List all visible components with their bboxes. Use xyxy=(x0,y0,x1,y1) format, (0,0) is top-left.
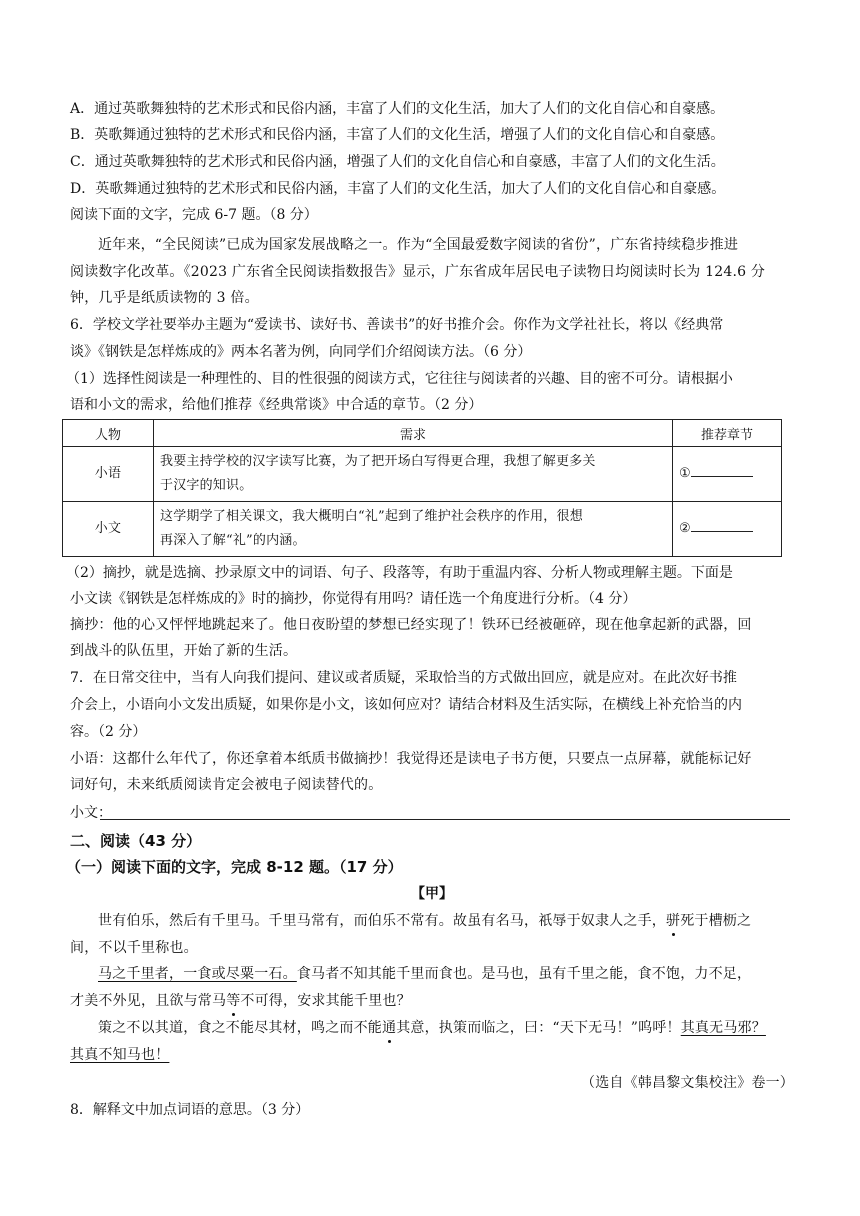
dotted-word: 通 xyxy=(382,1020,397,1036)
answer-blank[interactable] xyxy=(691,517,753,532)
dotted-word: 骈 xyxy=(666,913,681,929)
passage-label: 【甲】 xyxy=(411,886,453,902)
question-7: 介会上，小语向小文发出质疑，如果你是小文，该如何应对？请结合材料及生活实际，在横线上补充恰当的内 xyxy=(70,697,742,713)
question-6-1: 语和小文的需求，给他们推荐《经典常谈》中合适的章节。（2 分） xyxy=(70,397,483,413)
option-d: D．英歌舞通过独特的艺术形式和民俗内涵，丰富了人们的文化生活，加大了人们的文化自信心和自豪感。 xyxy=(70,181,726,197)
excerpt-line: 到战斗的队伍里，开始了新的生活。 xyxy=(70,643,298,659)
passage-line: 间，不以千里称也。 xyxy=(70,940,198,956)
section-heading: 二、阅读（43 分） xyxy=(70,832,202,850)
answer-marker: ② xyxy=(679,521,691,536)
underlined-sentence: 马之千里者，一食或尽粟一石。 xyxy=(98,966,297,982)
person-cell: 小文 xyxy=(63,502,154,557)
need-text: 于汉字的知识。 xyxy=(160,478,253,493)
xiaoyu-line: 词好句，未来纸质阅读肯定会被电子阅读替代的。 xyxy=(70,777,383,793)
underlined-sentence: 其真无马邪？ xyxy=(680,1020,766,1036)
answer-cell xyxy=(673,447,782,502)
question-6: 6．学校文学社要举办主题为“爱读书、读好书、善读书”的好书推介会。你作为文学社社长，将以《经典常 xyxy=(70,317,724,333)
passage-line xyxy=(70,991,794,1011)
reading-instruction: 阅读下面的文字，完成 6-7 题。（8 分） xyxy=(70,207,318,223)
table-header: 推荐章节 xyxy=(673,420,782,447)
table-row xyxy=(63,502,782,557)
material-line: 阅读数字化改革。《2023 广东省全民阅读指数报告》显示，广东省成年居民电子读物日均阅读时长为 124.6 分 xyxy=(70,264,766,280)
passage-text: 食马者不知其能千里而食也。是马也，虽有千里之能，食不饱，力不足， xyxy=(296,966,752,982)
table-row xyxy=(63,447,782,502)
passage-line xyxy=(70,964,794,984)
option-a: A．通过英歌舞独特的艺术形式和民俗内涵，丰富了人们的文化生活，加大了人们的文化自信心和自豪感。 xyxy=(70,101,725,117)
recommendation-table xyxy=(62,419,782,557)
passage-line xyxy=(70,1045,794,1065)
passage-text: 策之不以其道，食之不能尽其材，鸣之而不能 xyxy=(98,1020,382,1036)
question-6-1: （1）选择性阅读是一种理性的、目的性很强的阅读方式，它往往与阅读者的兴趣、目的密不可分。请根据小 xyxy=(66,371,733,387)
answer-cell xyxy=(673,502,782,557)
subsection-heading: （一）阅读下面的文字，完成 8-12 题。（17 分） xyxy=(66,858,403,876)
passage-source: （选自《韩昌黎文集校注》卷一） xyxy=(581,1075,794,1091)
passage-text: 才美不外见，且欲与常马 xyxy=(70,993,227,1009)
passage-text: 世有伯乐，然后有千里马。千里马常有，而伯乐不常有。故虽有名马，祇辱于奴隶人之手， xyxy=(98,913,666,929)
question-7: 容。（2 分） xyxy=(70,724,147,740)
passage-text: 其意，执策而临之，曰：“天下无马！”呜呼！ xyxy=(396,1020,681,1036)
question-6: 谈》《钢铁是怎样炼成的》两本名著为例，向同学们介绍阅读方法。（6 分） xyxy=(70,344,532,360)
xiaoyu-line: 小语：这都什么年代了，你还拿着本纸质书做摘抄！我觉得还是读电子书方便，只要点一点屏幕，就能标记好 xyxy=(70,751,752,767)
xiaowen-answer-line[interactable] xyxy=(100,819,790,820)
question-6-2: （2）摘抄，就是选摘、抄录原文中的词语、句子、段落等，有助于重温内容、分析人物或理解主题。下面是 xyxy=(66,565,733,581)
dotted-word: 等 xyxy=(226,993,241,1009)
question-7: 7．在日常交往中，当有人向我们提问、建议或者质疑，采取恰当的方式做出回应，就是应对。在此次好书推 xyxy=(70,670,737,686)
passage-text: 不可得，安求其能千里也？ xyxy=(240,993,411,1009)
material-line: 近年来，“全民阅读”已成为国家发展战略之一。作为“全国最爱数字阅读的省份”，广东省持续稳步推进 xyxy=(98,237,739,253)
answer-blank[interactable] xyxy=(691,462,753,477)
xiaowen-label: 小文： xyxy=(70,805,112,821)
need-text: 这学期学了相关课文，我大概明白“礼”起到了维护社会秩序的作用，很想 xyxy=(160,509,583,524)
option-c: C．通过英歌舞独特的艺术形式和民俗内涵，增强了人们的文化自信心和自豪感，丰富了人们的文化生活。 xyxy=(70,154,725,170)
table-header: 需求 xyxy=(154,420,673,447)
question-8: 8．解释文中加点词语的意思。（3 分） xyxy=(70,1102,310,1118)
excerpt-line: 摘抄：他的心又怦怦地跳起来了。他日夜盼望的梦想已经实现了！铁环已经被砸碎，现在他拿起新的武器，回 xyxy=(70,617,752,633)
table-header: 人物 xyxy=(63,420,154,447)
option-b: B．英歌舞通过独特的艺术形式和民俗内涵，丰富了人们的文化生活，增强了人们的文化自信心和自豪感。 xyxy=(70,127,725,143)
need-text: 再深入了解“礼”的内涵。 xyxy=(160,533,306,548)
need-cell xyxy=(154,447,673,502)
table-header-row xyxy=(63,420,782,447)
need-cell xyxy=(154,502,673,557)
answer-marker: ① xyxy=(679,466,691,481)
material-line: 钟，几乎是纸质读物的 3 倍。 xyxy=(70,290,259,306)
question-6-2: 小文读《钢铁是怎样炼成的》时的摘抄，你觉得有用吗？请任选一个角度进行分析。（4 分） xyxy=(70,591,637,607)
passage-line xyxy=(70,1018,794,1038)
need-text: 我要主持学校的汉字读写比赛，为了把开场白写得更合理，我想了解更多关 xyxy=(160,454,596,469)
passage-line xyxy=(70,911,794,931)
passage-text: 死于槽枥之 xyxy=(680,913,752,929)
underlined-sentence: 其真不知马也！ xyxy=(70,1047,170,1063)
person-cell: 小语 xyxy=(63,447,154,502)
